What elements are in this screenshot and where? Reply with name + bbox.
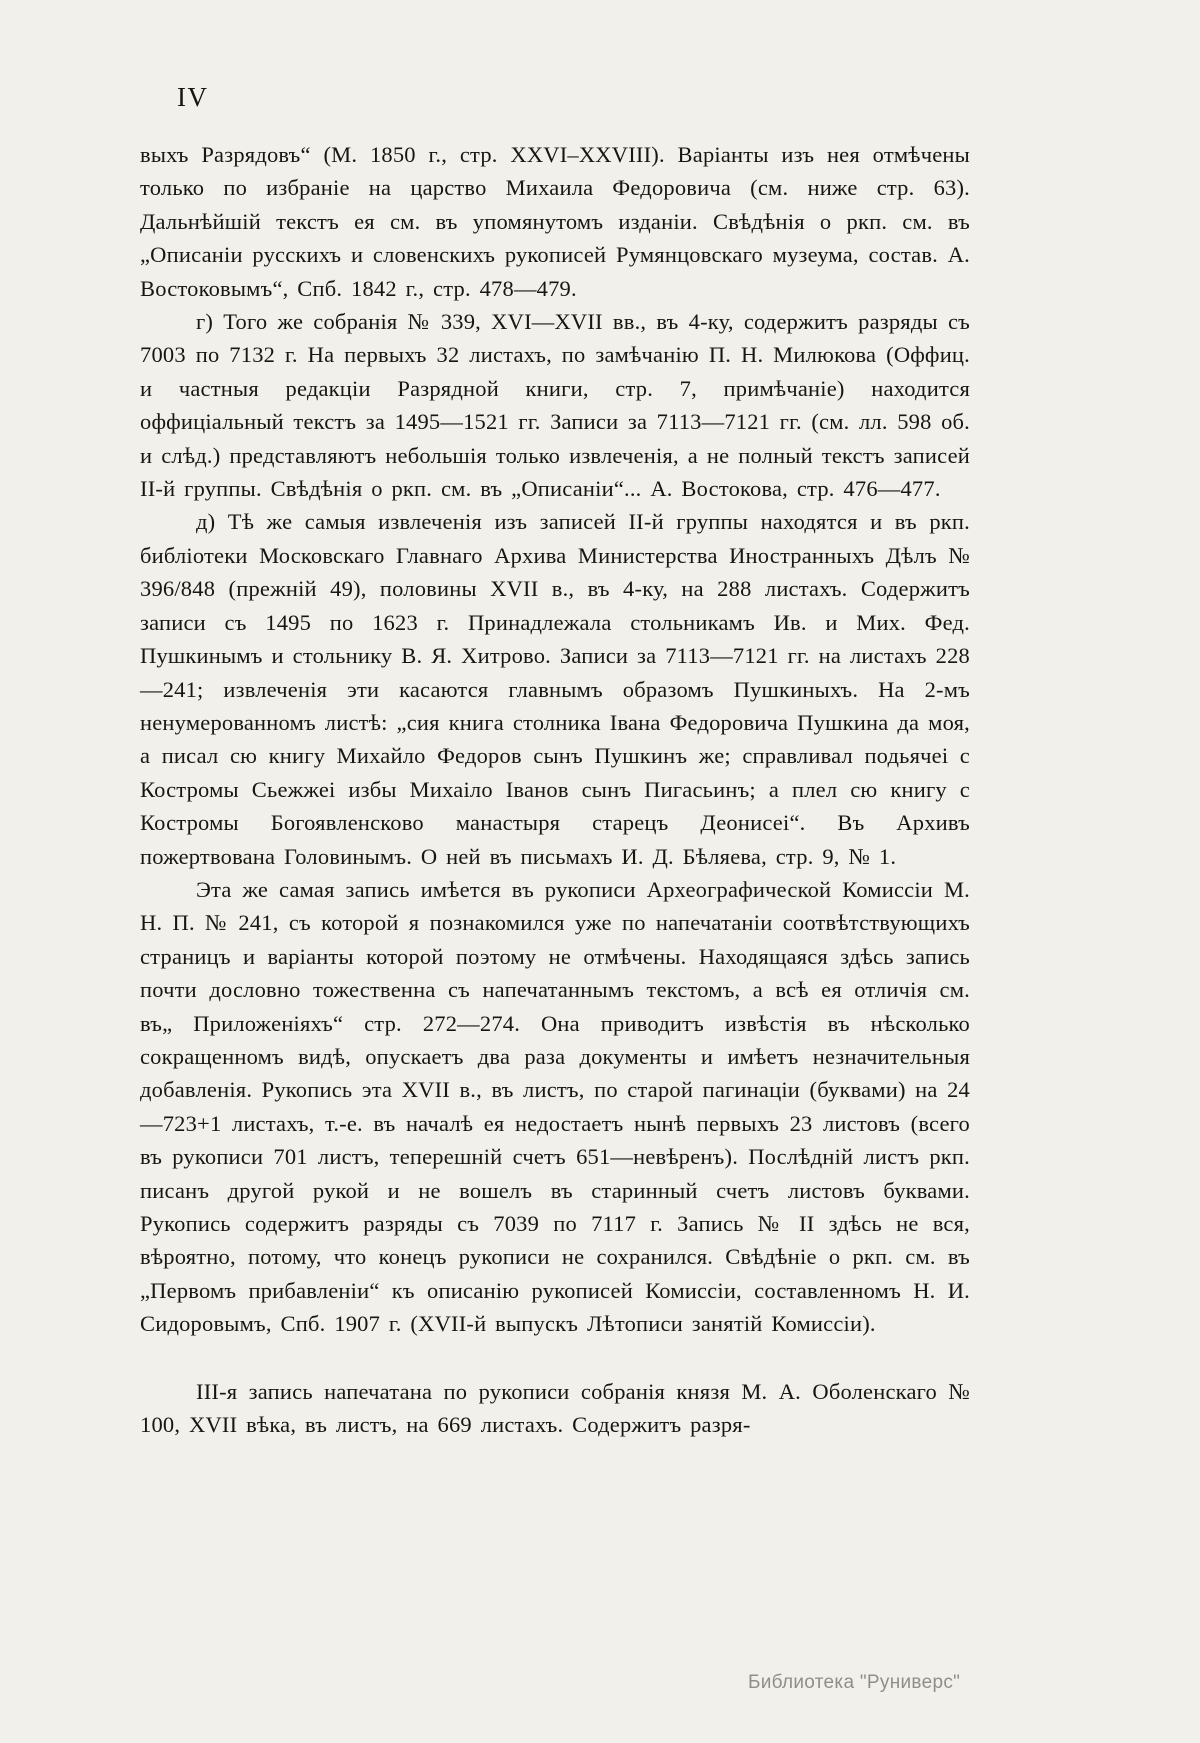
page-number: IV (177, 82, 209, 112)
paragraph: ІІІ-я запись напечатана по рукописи собранія князя М. А. Оболенскаго № 100, XVII вѣка, въ листъ, на 669 листахъ. Содержитъ разря- (140, 1378, 970, 1438)
paragraph: выхъ Разрядовъ“ (М. 1850 г., стр. XXVI–XXVIII). Варіанты изъ нея отмѣчены только по избраніе на царство Михаила Федоровича (см. ниже стр. 63). Дальнѣйшій текстъ ея см. въ упомянутомъ изданіи. Свѣдѣнія о ркп. см. въ „Описаніи русскихъ и словенскихъ рукописей Румянцовскаго музеума, состав. А. Востоковымъ“, Спб. 1842 г., стр. 478—479. (140, 142, 970, 301)
text-block (140, 138, 970, 1441)
paragraph: д) Тѣ же самыя извлеченія изъ записей ІІ-й группы находятся и въ ркп. библіотеки Московскаго Главнаго Архива Министерства Иностранныхъ Дѣлъ № 396/848 (прежній 49), половины XVII в., въ 4-ку, на 288 листахъ. Содержитъ записи съ 1495 по 1623 г. Принадлежала стольникамъ Ив. и Мих. Фед. Пушкинымъ и стольнику В. Я. Хитрово. Записи за 7113—7121 гг. на листахъ 228—241; извлеченія эти касаются главнымъ образомъ Пушкиныхъ. На 2-мъ ненумерованномъ листѣ: „сия книга столника Івана Федоровича Пушкина да моя, а писал сю книгу Михайло Федоров сынъ Пушкинъ же; справливал подьячеі с Костромы Сьежжеі избы Михаіло Іванов сынъ Пигасьинъ; а плел сю книгу с Костромы Богоявленсково манастыря старецъ Деонисеі“. Въ Архивъ пожертвована Головинымъ. О ней въ письмахъ И. Д. Бѣляева, стр. 9, № 1. (140, 509, 970, 869)
paragraph: Эта же самая запись имѣется въ рукописи Археографической Комиссіи М. Н. П. № 241, съ которой я познакомился уже по напечатаніи соотвѣтствующихъ страницъ и варіанты которой поэтому не отмѣчены. Находящаяся здѣсь запись почти дословно тожественна съ напечатаннымъ текстомъ, а всѣ ея отличія см. въ„ Приложеніяхъ“ стр. 272—274. Она приводитъ извѣстія въ нѣсколько сокращенномъ видѣ, опускаетъ два раза документы и имѣетъ незначительныя добавленія. Рукопись эта XVII в., въ листъ, по старой пагинаціи (буквами) на 24—723+1 листахъ, т.-е. въ началѣ ея недостаетъ нынѣ первыхъ 23 листовъ (всего въ рукописи 701 листъ, теперешній счетъ 651—невѣренъ). Послѣдній листъ ркп. писанъ другой рукой и не вошелъ въ старинный счетъ листовъ буквами. Рукопись содержитъ разряды съ 7039 по 7117 г. Запись № II здѣсь не вся, вѣроятно, потому, что конецъ рукописи не сохранился. Свѣдѣніе о ркп. см. въ „Первомъ прибавленіи“ къ описанію рукописей Комиссіи, составленномъ Н. И. Сидоровымъ, Спб. 1907 г. (XVII-й выпускъ Лѣтописи занятій Комиссіи). (140, 876, 970, 1337)
paragraph: г) Того же собранія № 339, XVI—XVII вв., въ 4-ку, содержитъ разряды съ 7003 по 7132 г. На первыхъ 32 листахъ, по замѣчанію П. Н. Милюкова (Оффиц. и частныя редакціи Разрядной книги, стр. 7, примѣчаніе) находится оффиціальный текстъ за 1495—1521 гг. Записи за 7113—7121 гг. (см. лл. 598 об. и слѣд.) представляютъ небольшія только извлеченія, а не полный текстъ записей ІІ-й группы. Свѣдѣнія о ркп. см. въ „Описаніи“... А. Востокова, стр. 476—477. (140, 309, 970, 502)
library-watermark: Библиотека "Руниверс" (748, 1672, 961, 1693)
